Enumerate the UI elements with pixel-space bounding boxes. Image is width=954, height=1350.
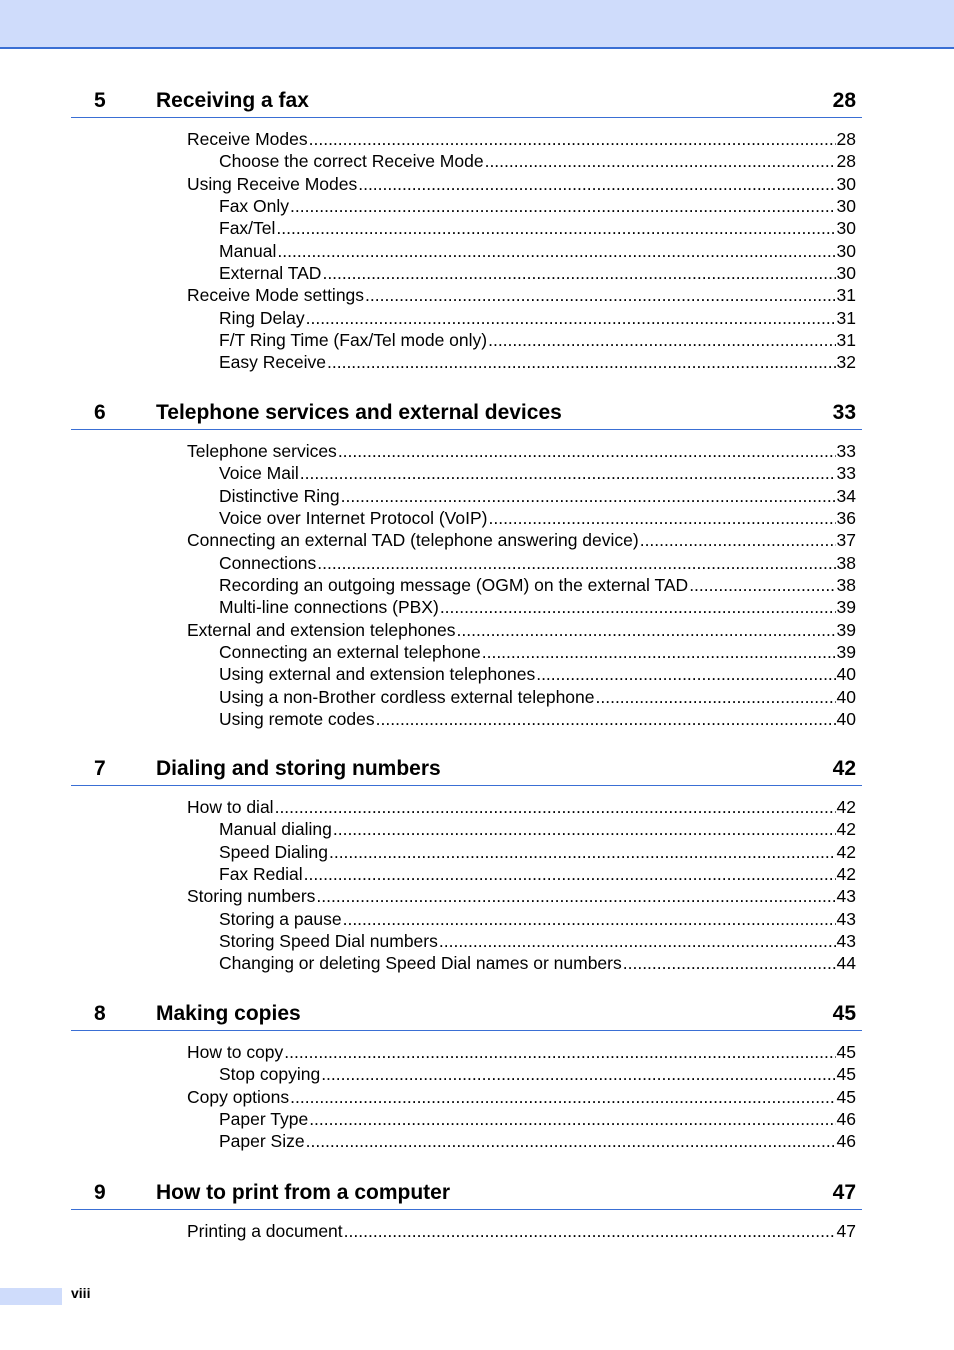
entry-title: Fax Redial	[219, 864, 303, 885]
entry-title: Changing or deleting Speed Dial names or numbers	[219, 953, 622, 974]
toc-subentry[interactable]	[219, 708, 862, 730]
toc-subentry[interactable]	[219, 307, 862, 329]
entry-title: Speed Dialing	[219, 841, 328, 862]
chapter-page: 28	[832, 89, 856, 112]
entry-title: Connecting an external TAD (telephone answering device)	[187, 530, 639, 551]
entry-title: Connections	[219, 552, 317, 573]
chapter-title: How to print from a computer	[156, 1181, 450, 1204]
toc-entry[interactable]	[187, 1041, 862, 1063]
dot-leader	[536, 663, 835, 685]
entry-page: 42	[836, 864, 856, 885]
entry-title: Using external and extension telephones	[219, 664, 536, 685]
entry-page: 30	[836, 263, 856, 284]
toc-subentry[interactable]	[219, 1063, 862, 1085]
toc-subentry[interactable]	[219, 952, 862, 974]
dot-leader	[488, 329, 835, 351]
entry-title: Receive Modes	[187, 129, 308, 149]
entry-title: How to copy	[187, 1042, 284, 1062]
dot-leader	[300, 462, 836, 484]
entry-title: Ring Delay	[219, 307, 305, 328]
entry-list	[71, 796, 862, 975]
dot-leader	[276, 217, 835, 239]
entry-page: 38	[836, 575, 856, 596]
entry-list	[71, 1220, 862, 1242]
entry-page: 30	[836, 240, 856, 261]
dot-leader	[306, 1130, 836, 1152]
dot-leader	[321, 1063, 835, 1085]
chapter-number: 9	[94, 1181, 106, 1204]
toc-subentry[interactable]	[219, 262, 862, 284]
chapter-title: Making copies	[156, 1002, 301, 1025]
entry-page: 39	[836, 597, 856, 618]
dot-leader	[344, 1220, 836, 1242]
toc-subentry[interactable]	[219, 552, 862, 574]
entry-title: Using Receive Modes	[187, 173, 358, 194]
toc-subentry[interactable]	[219, 462, 862, 484]
entry-title: Fax Only	[219, 196, 290, 217]
chapter-number: 6	[94, 401, 106, 424]
chapter-heading[interactable]	[71, 998, 862, 1031]
toc-subentry[interactable]	[219, 329, 862, 351]
dot-leader	[457, 619, 836, 641]
entry-page: 40	[836, 664, 856, 685]
entry-page: 34	[836, 485, 856, 506]
dot-leader	[482, 641, 836, 663]
toc-subentry[interactable]	[219, 841, 862, 863]
dot-leader	[440, 596, 836, 618]
dot-leader	[290, 1086, 835, 1108]
entry-title: Printing a document	[187, 1221, 343, 1241]
entry-page: 42	[836, 841, 856, 862]
entry-title: Using remote codes	[219, 709, 375, 730]
dot-leader	[329, 841, 836, 863]
dot-leader	[689, 574, 835, 596]
dot-leader	[322, 262, 835, 284]
dot-leader	[365, 284, 835, 306]
dot-leader	[343, 908, 836, 930]
toc-entry[interactable]	[187, 619, 862, 641]
entry-title: Copy options	[187, 1086, 290, 1107]
entry-title: External and extension telephones	[187, 619, 456, 640]
chapter-page: 47	[832, 1181, 856, 1204]
dot-leader	[284, 1041, 835, 1063]
entry-title: Connecting an external telephone	[219, 642, 481, 663]
entry-page: 38	[836, 552, 856, 573]
dot-leader	[376, 708, 836, 730]
toc-subentry[interactable]	[219, 351, 862, 373]
entry-title: Stop copying	[219, 1064, 321, 1085]
entry-page: 33	[836, 463, 856, 484]
header-band	[0, 0, 954, 49]
chapter-section	[71, 85, 862, 374]
chapter-page: 33	[832, 401, 856, 424]
entry-title: Manual	[219, 240, 277, 261]
entry-title: Fax/Tel	[219, 218, 276, 239]
entry-page: 33	[836, 441, 856, 461]
entry-page: 30	[836, 173, 856, 194]
entry-page: 40	[836, 686, 856, 707]
toc-subentry[interactable]	[219, 863, 862, 885]
entry-page: 28	[836, 151, 856, 172]
dot-leader	[488, 507, 835, 529]
entry-title: Telephone services	[187, 441, 337, 461]
toc-subentry[interactable]	[219, 686, 862, 708]
toc-subentry[interactable]	[219, 1108, 862, 1130]
entry-page: 28	[836, 129, 856, 149]
dot-leader	[327, 351, 836, 373]
toc-subentry[interactable]	[219, 663, 862, 685]
toc-subentry[interactable]	[219, 150, 862, 172]
entry-page: 31	[836, 307, 856, 328]
toc-entry[interactable]	[187, 529, 862, 551]
toc-entry[interactable]	[187, 284, 862, 306]
dot-leader	[290, 195, 836, 217]
toc-entry[interactable]	[187, 173, 862, 195]
chapter-section	[71, 998, 862, 1153]
dot-leader	[341, 485, 836, 507]
entry-title: Multi-line connections (PBX)	[219, 597, 439, 618]
entry-title: Distinctive Ring	[219, 485, 340, 506]
entry-page: 42	[836, 819, 856, 840]
entry-page: 39	[836, 642, 856, 663]
toc-subentry[interactable]	[219, 1130, 862, 1152]
entry-title: Storing numbers	[187, 886, 316, 907]
dot-leader	[623, 952, 836, 974]
toc-subentry[interactable]	[219, 596, 862, 618]
entry-page: 39	[836, 619, 856, 640]
chapter-title: Receiving a fax	[156, 89, 309, 112]
entry-title: F/T Ring Time (Fax/Tel mode only)	[219, 330, 488, 351]
toc-entry[interactable]	[187, 796, 862, 818]
toc-entry[interactable]	[187, 1086, 862, 1108]
toc-subentry[interactable]	[219, 818, 862, 840]
dot-leader	[316, 885, 835, 907]
entry-title: Easy Receive	[219, 352, 326, 373]
toc-subentry[interactable]	[219, 574, 862, 596]
dot-leader	[596, 686, 836, 708]
entry-page: 30	[836, 196, 856, 217]
dot-leader	[317, 552, 835, 574]
chapter-heading[interactable]	[71, 753, 862, 786]
toc-subentry[interactable]	[219, 485, 862, 507]
chapter-heading[interactable]	[71, 397, 862, 430]
entry-page: 31	[836, 330, 856, 351]
entry-title: Storing Speed Dial numbers	[219, 931, 438, 952]
entry-title: External TAD	[219, 263, 322, 284]
dot-leader	[304, 863, 836, 885]
dot-leader	[439, 930, 836, 952]
toc-subentry[interactable]	[219, 240, 862, 262]
entry-list	[71, 440, 862, 730]
entry-page: 43	[836, 886, 856, 907]
entry-title: Voice Mail	[219, 463, 299, 484]
dot-leader	[640, 529, 836, 551]
entry-page: 45	[836, 1064, 856, 1085]
entry-list	[71, 128, 862, 374]
chapter-page: 45	[832, 1002, 856, 1025]
entry-page: 43	[836, 908, 856, 929]
entry-title: Storing a pause	[219, 908, 342, 929]
chapter-section	[71, 397, 862, 730]
chapter-number: 8	[94, 1002, 106, 1025]
toc-entry[interactable]	[187, 128, 862, 150]
entry-page: 42	[836, 797, 856, 817]
dot-leader	[309, 1108, 835, 1130]
chapter-section	[71, 1177, 862, 1242]
toc-entry[interactable]	[187, 1220, 862, 1242]
dot-leader	[338, 440, 836, 462]
entry-title: Receive Mode settings	[187, 285, 365, 306]
chapter-heading[interactable]	[71, 1177, 862, 1210]
toc-subentry[interactable]	[219, 930, 862, 952]
entry-page: 46	[836, 1109, 856, 1130]
entry-list	[71, 1041, 862, 1153]
toc-subentry[interactable]	[219, 217, 862, 239]
chapter-number: 7	[94, 757, 106, 780]
toc-subentry[interactable]	[219, 507, 862, 529]
entry-title: Paper Type	[219, 1109, 309, 1130]
toc-subentry[interactable]	[219, 641, 862, 663]
toc-entry[interactable]	[187, 885, 862, 907]
entry-page: 40	[836, 709, 856, 730]
entry-title: Voice over Internet Protocol (VoIP)	[219, 508, 488, 529]
entry-title: Choose the correct Receive Mode	[219, 151, 484, 172]
chapter-title: Dialing and storing numbers	[156, 757, 441, 780]
chapter-title: Telephone services and external devices	[156, 401, 562, 424]
dot-leader	[333, 818, 836, 840]
entry-title: Using a non-Brother cordless external telephone	[219, 686, 595, 707]
chapter-number: 5	[94, 89, 106, 112]
page-number: viii	[71, 1285, 91, 1301]
dot-leader	[485, 150, 836, 172]
entry-page: 47	[836, 1221, 856, 1241]
entry-page: 45	[836, 1042, 856, 1062]
dot-leader	[277, 240, 835, 262]
entry-page: 45	[836, 1086, 856, 1107]
entry-page: 30	[836, 218, 856, 239]
dot-leader	[306, 307, 836, 329]
dot-leader	[309, 128, 836, 150]
toc-entry[interactable]	[187, 440, 862, 462]
entry-title: How to dial	[187, 797, 274, 817]
dot-leader	[275, 796, 836, 818]
entry-title: Paper Size	[219, 1131, 305, 1152]
entry-page: 44	[836, 953, 856, 974]
entry-title: Recording an outgoing message (OGM) on the external TAD	[219, 575, 689, 596]
dot-leader	[358, 173, 835, 195]
footer-tab	[0, 1288, 62, 1305]
entry-page: 43	[836, 931, 856, 952]
toc-subentry[interactable]	[219, 195, 862, 217]
entry-page: 37	[836, 530, 856, 551]
entry-page: 46	[836, 1131, 856, 1152]
entry-page: 36	[836, 508, 856, 529]
chapter-heading[interactable]	[71, 85, 862, 118]
entry-title: Manual dialing	[219, 819, 332, 840]
entry-page: 32	[836, 352, 856, 373]
chapter-page: 42	[832, 757, 856, 780]
entry-page: 31	[836, 285, 856, 306]
toc-subentry[interactable]	[219, 908, 862, 930]
chapter-section	[71, 753, 862, 975]
